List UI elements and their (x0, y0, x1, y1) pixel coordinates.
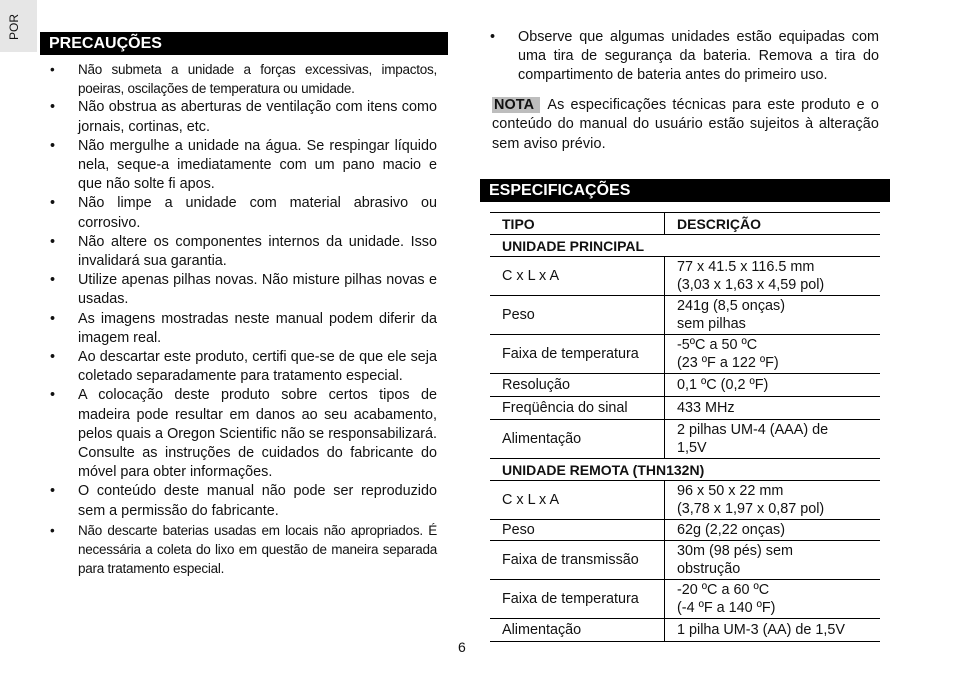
table-row (490, 257, 880, 296)
table-row (490, 296, 880, 335)
specifications-title: ESPECIFICAÇÕES (480, 179, 890, 202)
specifications-table (490, 212, 880, 642)
list-item: • As imagens mostradas neste manual podem diferir da imagem real. (40, 310, 448, 348)
table-row (490, 374, 880, 397)
note-text: As especificações técnicas para este produto e o conteúdo do manual do usuário estão sujeitos à alteração sem aviso prévio. (492, 96, 879, 152)
specs-column (480, 28, 890, 642)
page-number: 6 (458, 639, 466, 655)
spec-label: Alimentação (490, 420, 665, 459)
spec-value: 0,1 ºC (0,2 ºF) (665, 374, 881, 397)
table-row (490, 335, 880, 374)
list-item: • Utilize apenas pilhas novas. Não misture pilhas novas e usadas. (40, 271, 448, 309)
group-label-remote: UNIDADE REMOTA (THN132N) (490, 459, 880, 481)
spec-value: 241g (8,5 onças) sem pilhas (665, 296, 881, 335)
spec-value: 433 MHz (665, 397, 881, 420)
table-header-row (490, 213, 880, 235)
battery-note-list (480, 28, 890, 86)
spec-label: Faixa de temperatura (490, 580, 665, 619)
spec-label: Resolução (490, 374, 665, 397)
note-label: NOTA (492, 97, 540, 113)
table-row (490, 420, 880, 459)
table-row (490, 397, 880, 420)
group-label-main: UNIDADE PRINCIPAL (490, 235, 880, 257)
spec-label: Peso (490, 296, 665, 335)
spec-value: 96 x 50 x 22 mm (3,78 x 1,97 x 0,87 pol) (665, 481, 881, 520)
spec-value: 77 x 41.5 x 116.5 mm (3,03 x 1,63 x 4,59 pol) (665, 257, 881, 296)
spec-value: 62g (2,22 onças) (665, 520, 881, 541)
language-tab (0, 0, 37, 52)
table-row (490, 520, 880, 541)
list-item: • Não descarte baterias usadas em locais não apropriados. É necessária a coleta do lixo em questão de maneira separada para tratamento especial. (40, 521, 448, 579)
spec-label: Alimentação (490, 619, 665, 642)
list-item: • Não obstrua as aberturas de ventilação com itens como jornais, cortinas, etc. (40, 98, 448, 136)
group-row-main (490, 235, 880, 257)
precautions-list (40, 60, 448, 578)
note-paragraph (480, 96, 890, 155)
spec-label: C x L x A (490, 257, 665, 296)
list-item: • Não mergulhe a unidade na água. Se respingar líquido nela, seque-a imediatamente com um pano macio e que não solte fi apos. (40, 137, 448, 195)
spec-value: 30m (98 pés) sem obstrução (665, 541, 881, 580)
table-row (490, 580, 880, 619)
spec-value: 1 pilha UM-3 (AA) de 1,5V (665, 619, 881, 642)
spec-label: Peso (490, 520, 665, 541)
spec-value: 2 pilhas UM-4 (AAA) de 1,5V (665, 420, 881, 459)
spec-label: Freqüência do sinal (490, 397, 665, 420)
list-item: • A colocação deste produto sobre certos tipos de madeira pode resultar em danos ao seu acabamento, pelos quais a Oregon Scientific não se responsabilizará. Consulte as instruções de cuidados do fabricante do móvel para obter informações. (40, 386, 448, 482)
spec-label: C x L x A (490, 481, 665, 520)
table-row (490, 541, 880, 580)
list-item: • O conteúdo deste manual não pode ser reproduzido sem a permissão do fabricante. (40, 482, 448, 520)
table-row (490, 481, 880, 520)
list-item: • Observe que algumas unidades estão equipadas com uma tira de segurança da bateria. Remova a tira do compartimento de bateria antes do primeiro uso. (480, 28, 890, 86)
column-header-type: TIPO (490, 213, 665, 235)
table-row (490, 619, 880, 642)
spec-value: -20 ºC a 60 ºC (-4 ºF a 140 ºF) (665, 580, 881, 619)
column-header-description: DESCRIÇÃO (665, 213, 881, 235)
list-item: • Não submeta a unidade a forças excessivas, impactos, poeiras, oscilações de temperatura ou umidade. (40, 60, 448, 98)
spec-label: Faixa de temperatura (490, 335, 665, 374)
list-item: • Ao descartar este produto, certifi que-se de que ele seja coletado separadamente para tratamento especial. (40, 348, 448, 386)
precautions-title: PRECAUÇÕES (40, 32, 448, 55)
group-row-remote (490, 459, 880, 481)
list-item: • Não altere os componentes internos da unidade. Isso invalidará sua garantia. (40, 233, 448, 271)
precautions-column (40, 32, 448, 578)
list-item: • Não limpe a unidade com material abrasivo ou corrosivo. (40, 194, 448, 232)
language-label: POR (7, 13, 21, 40)
spec-value: -5ºC a 50 ºC (23 ºF a 122 ºF) (665, 335, 881, 374)
spec-label: Faixa de transmissão (490, 541, 665, 580)
